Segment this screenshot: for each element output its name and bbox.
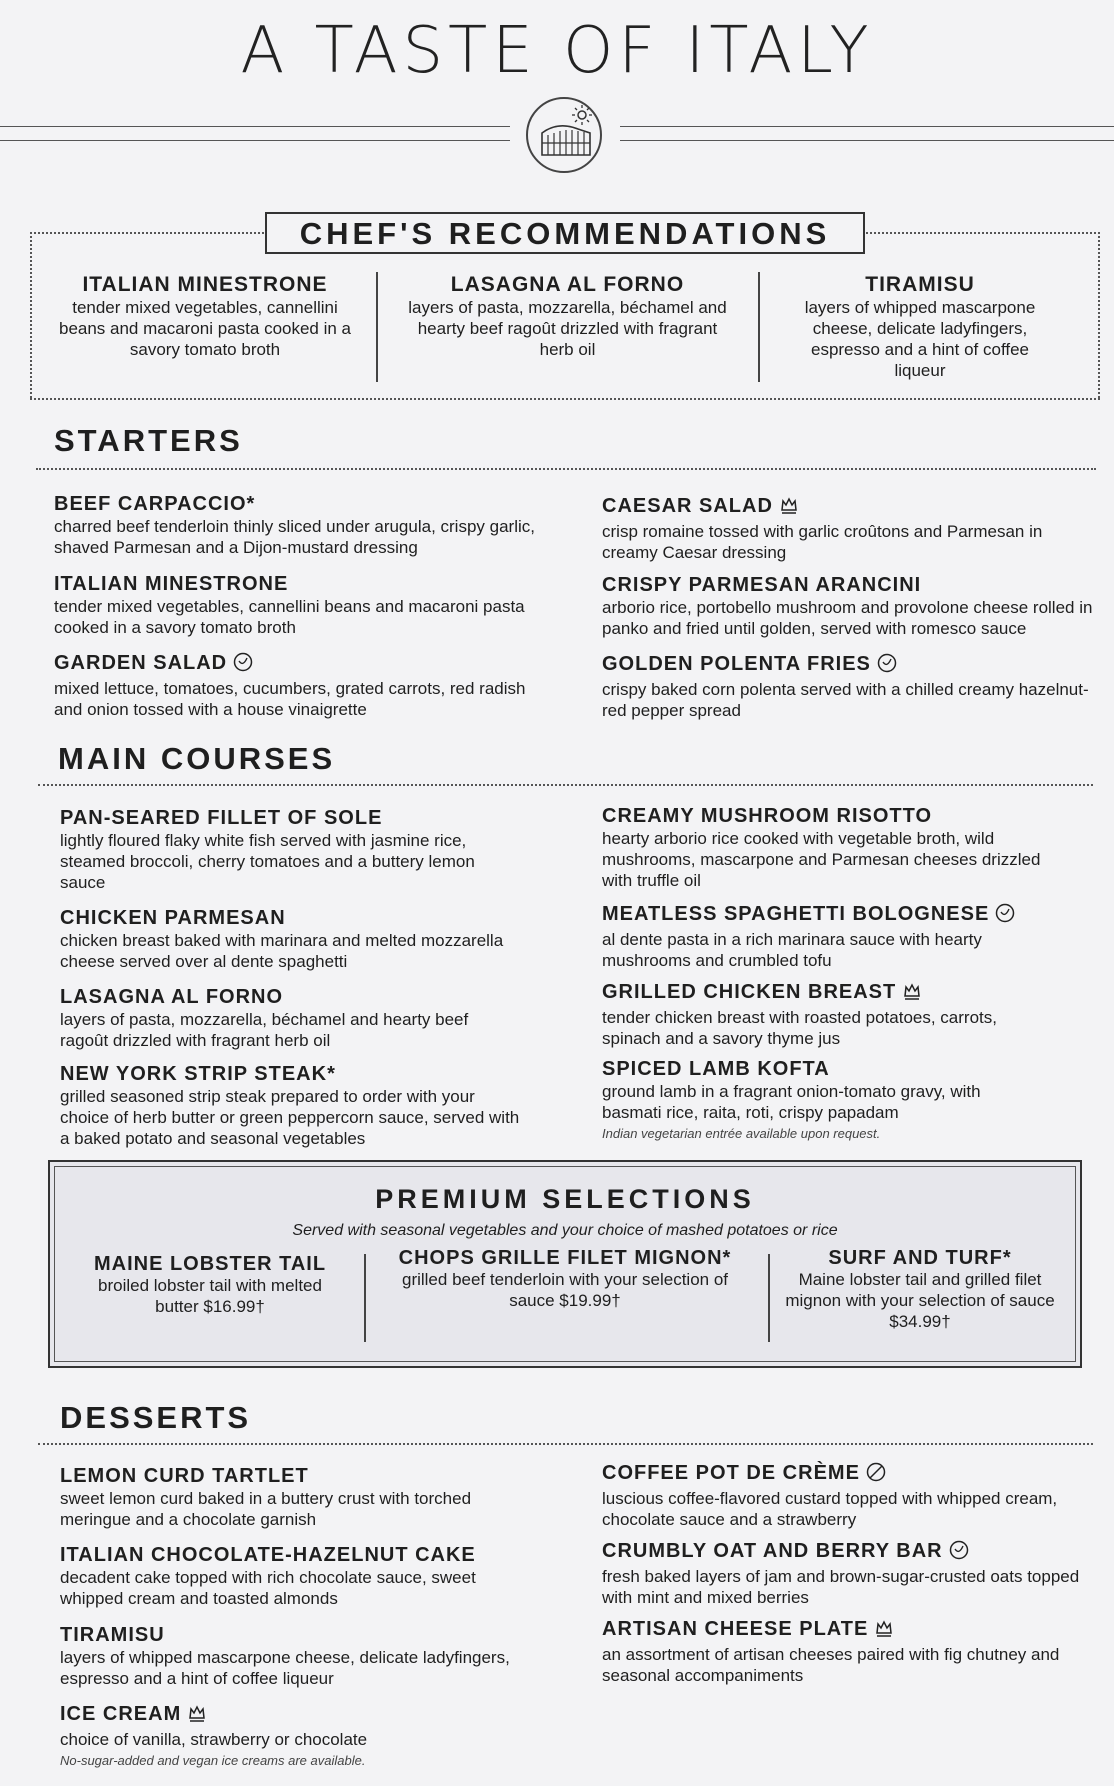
chef-rec-desc: tender mixed vegetables, cannellini beans and macaroni pasta cooked in a savory tomato broth bbox=[58, 298, 352, 359]
item-name: CHICKEN PARMESAN bbox=[60, 907, 286, 929]
menu-item bbox=[54, 572, 544, 638]
header-rule-right-bottom bbox=[620, 140, 1114, 141]
item-name: CRUMBLY OAT AND BERRY BAR bbox=[602, 1540, 943, 1562]
menu-item bbox=[602, 804, 1072, 891]
crown-icon bbox=[779, 495, 799, 521]
item-name: ITALIAN MINESTRONE bbox=[54, 573, 289, 595]
item-name: CHOPS GRILLE FILET MIGNON* bbox=[398, 1247, 732, 1269]
chef-rec-name: LASAGNA AL FORNO bbox=[450, 273, 685, 296]
item-desc: grilled beef tenderloin with your selection of sauce $19.99† bbox=[401, 1270, 729, 1310]
menu-item bbox=[60, 906, 520, 972]
main-courses-rule bbox=[38, 784, 1093, 786]
chef-box-bottom-border bbox=[30, 398, 1100, 400]
item-desc: fresh baked layers of jam and brown-sugar-crusted oats topped with mint and mixed berries bbox=[602, 1567, 1080, 1607]
chef-box-right-border bbox=[1098, 232, 1100, 398]
chef-column-divider-1 bbox=[376, 272, 378, 382]
chefs-recommendations-title: CHEF'S RECOMMENDATIONS bbox=[265, 212, 865, 254]
menu-item bbox=[602, 1617, 1102, 1686]
item-name: MEATLESS SPAGHETTI BOLOGNESE bbox=[602, 903, 990, 925]
item-name: TIRAMISU bbox=[60, 1624, 165, 1646]
item-desc: layers of whipped mascarpone cheese, delicate ladyfingers, espresso and a hint of coffee liqueur bbox=[60, 1648, 510, 1688]
colosseum-emblem-icon bbox=[526, 97, 602, 173]
menu-item bbox=[602, 573, 1107, 639]
item-name: SPICED LAMB KOFTA bbox=[602, 1058, 830, 1080]
menu-item bbox=[60, 1623, 540, 1689]
desserts-heading: DESSERTS bbox=[60, 1400, 252, 1435]
item-desc: layers of pasta, mozzarella, béchamel and hearty beef ragoût drizzled with fragrant herb oil bbox=[60, 1010, 469, 1050]
main-courses-heading: MAIN COURSES bbox=[58, 741, 336, 776]
crown-icon bbox=[902, 981, 922, 1007]
item-desc: tender chicken breast with roasted potatoes, carrots, spinach and a savory thyme jus bbox=[602, 1008, 997, 1048]
item-desc: broiled lobster tail with melted butter $16.99† bbox=[98, 1276, 322, 1316]
item-desc: choice of vanilla, strawberry or chocolate bbox=[60, 1730, 368, 1749]
item-desc: lightly floured flaky white fish served with jasmine rice, steamed broccoli, cherry tomatoes and a buttery lemon sauce bbox=[60, 831, 475, 892]
item-name: ARTISAN CHEESE PLATE bbox=[602, 1618, 869, 1640]
chef-box-left-border bbox=[30, 232, 32, 398]
vegetarian-icon bbox=[949, 1540, 969, 1566]
no-sugar-icon bbox=[866, 1462, 886, 1488]
premium-item-1 bbox=[80, 1254, 340, 1317]
menu-item bbox=[602, 1539, 1082, 1608]
header-rule-left-bottom bbox=[0, 140, 510, 141]
item-desc: arborio rice, portobello mushroom and provolone cheese rolled in panko and fried until golden, served with romesco sauce bbox=[602, 598, 1093, 638]
item-desc: hearty arborio rice cooked with vegetable broth, wild mushrooms, mascarpone and Parmesan cheeses drizzled with truffle oil bbox=[602, 829, 1041, 890]
starters-heading: STARTERS bbox=[54, 423, 243, 458]
item-desc: Maine lobster tail and grilled filet mignon with your selection of sauce $34.99† bbox=[785, 1270, 1055, 1331]
item-desc: al dente pasta in a rich marinara sauce with hearty mushrooms and crumbled tofu bbox=[602, 930, 982, 970]
menu-item bbox=[602, 902, 1072, 971]
item-desc: decadent cake topped with rich chocolate sauce, sweet whipped cream and toasted almonds bbox=[60, 1568, 476, 1608]
header-rule-right-top bbox=[620, 126, 1114, 127]
item-name: ICE CREAM bbox=[60, 1703, 182, 1725]
premium-item-2 bbox=[380, 1248, 750, 1311]
premium-selections-panel bbox=[48, 1160, 1082, 1368]
item-desc: crispy baked corn polenta served with a chilled creamy hazelnut-red pepper spread bbox=[602, 680, 1089, 720]
menu-item bbox=[54, 651, 544, 720]
menu-item bbox=[60, 985, 520, 1051]
premium-selections-title: PREMIUM SELECTIONS bbox=[375, 1184, 755, 1214]
menu-item bbox=[60, 1543, 530, 1609]
item-name: LEMON CURD TARTLET bbox=[60, 1465, 309, 1487]
premium-item-3 bbox=[785, 1248, 1055, 1332]
item-name: LASAGNA AL FORNO bbox=[60, 986, 284, 1008]
vegetarian-icon bbox=[995, 903, 1015, 929]
item-name: PAN-SEARED FILLET OF SOLE bbox=[60, 807, 383, 829]
item-name: COFFEE POT DE CRÈME bbox=[602, 1462, 860, 1484]
item-name: SURF AND TURF* bbox=[828, 1247, 1012, 1269]
item-name: CREAMY MUSHROOM RISOTTO bbox=[602, 805, 933, 827]
menu-item bbox=[60, 806, 520, 893]
item-desc: chicken breast baked with marinara and melted mozzarella cheese served over al dente spaghetti bbox=[60, 931, 504, 971]
menu-item bbox=[602, 980, 1042, 1049]
item-desc: ground lamb in a fragrant onion-tomato gravy, with basmati rice, raita, roti, crispy papadam bbox=[602, 1082, 981, 1122]
item-name: GRILLED CHICKEN BREAST bbox=[602, 981, 897, 1003]
menu-item bbox=[602, 652, 1092, 721]
menu-item bbox=[602, 1461, 1102, 1530]
menu-item bbox=[602, 494, 1102, 563]
menu-item bbox=[60, 1702, 530, 1771]
item-desc: an assortment of artisan cheeses paired with fig chutney and seasonal accompaniments bbox=[602, 1645, 1060, 1685]
crown-icon bbox=[187, 1703, 207, 1729]
menu-title: A TASTE OF ITALY bbox=[240, 14, 874, 88]
item-name: NEW YORK STRIP STEAK* bbox=[60, 1063, 336, 1085]
item-desc: sweet lemon curd baked in a buttery crust with torched meringue and a chocolate garnish bbox=[60, 1489, 472, 1529]
item-desc: charred beef tenderloin thinly sliced under arugula, crispy garlic, shaved Parmesan and a Dijon-mustard dressing bbox=[54, 517, 535, 557]
header-rule-left-top bbox=[0, 126, 510, 127]
chef-rec-3 bbox=[785, 274, 1055, 381]
item-note: No-sugar-added and vegan ice creams are available. bbox=[60, 1753, 366, 1768]
desserts-rule bbox=[38, 1443, 1093, 1445]
premium-column-divider-1 bbox=[364, 1254, 366, 1342]
premium-selections-subtitle: Served with seasonal vegetables and your choice of mashed potatoes or rice bbox=[292, 1222, 838, 1239]
item-name: BEEF CARPACCIO* bbox=[54, 493, 256, 515]
item-desc: grilled seasoned strip steak prepared to order with your choice of herb butter or green peppercorn sauce, served with a baked potato and seasonal vegetables bbox=[60, 1087, 520, 1148]
item-note: Indian vegetarian entrée available upon request. bbox=[602, 1126, 881, 1141]
item-name: CAESAR SALAD bbox=[602, 495, 773, 517]
item-name: GOLDEN POLENTA FRIES bbox=[602, 653, 871, 675]
chef-rec-desc: layers of pasta, mozzarella, béchamel and hearty beef ragoût drizzled with fragrant herb oil bbox=[408, 298, 727, 359]
premium-column-divider-2 bbox=[768, 1254, 770, 1342]
item-desc: crisp romaine tossed with garlic croûtons and Parmesan in creamy Caesar dressing bbox=[602, 522, 1043, 562]
chef-rec-name: TIRAMISU bbox=[865, 273, 975, 296]
item-name: MAINE LOBSTER TAIL bbox=[93, 1253, 327, 1275]
item-name: GARDEN SALAD bbox=[54, 652, 228, 674]
menu-item bbox=[60, 1062, 525, 1149]
menu-item bbox=[602, 1057, 1032, 1144]
chef-rec-desc: layers of whipped mascarpone cheese, delicate ladyfingers, espresso and a hint of coffee liqueur bbox=[804, 298, 1036, 380]
item-desc: tender mixed vegetables, cannellini beans and macaroni pasta cooked in a savory tomato broth bbox=[54, 597, 525, 637]
item-name: CRISPY PARMESAN ARANCINI bbox=[602, 574, 922, 596]
chef-rec-name: ITALIAN MINESTRONE bbox=[82, 273, 328, 296]
item-desc: luscious coffee-flavored custard topped with whipped cream, chocolate sauce and a strawberry bbox=[602, 1489, 1058, 1529]
chef-rec-1 bbox=[50, 274, 360, 360]
menu-item bbox=[54, 492, 544, 558]
item-desc: mixed lettuce, tomatoes, cucumbers, grated carrots, red radish and onion tossed with a house vinaigrette bbox=[54, 679, 526, 719]
vegetarian-icon bbox=[233, 652, 253, 678]
vegetarian-icon bbox=[877, 653, 897, 679]
menu-item bbox=[60, 1464, 530, 1530]
starters-rule bbox=[36, 468, 1096, 470]
item-name: ITALIAN CHOCOLATE-HAZELNUT CAKE bbox=[60, 1544, 476, 1566]
chef-column-divider-2 bbox=[758, 272, 760, 382]
chef-rec-2 bbox=[405, 274, 730, 360]
crown-icon bbox=[874, 1618, 894, 1644]
